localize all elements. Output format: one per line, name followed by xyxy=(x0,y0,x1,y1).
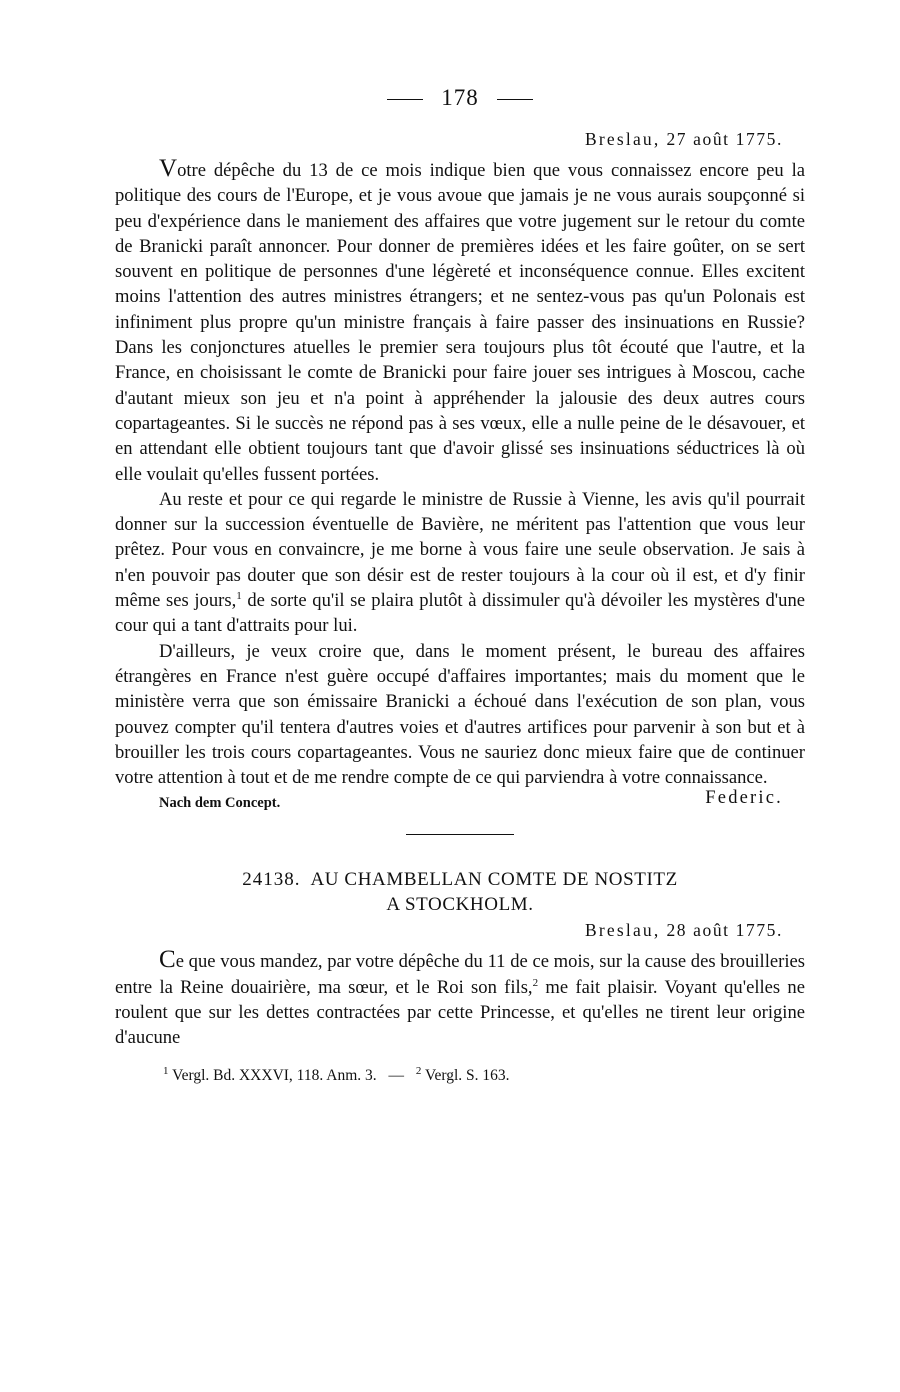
letter2-heading-line1 xyxy=(115,867,805,892)
letter2-paragraph-1-text-a: e que vous mandez, par votre dépêche du 11 de ce mois, sur la cause des brouilleries entre la Reine douairière, ma sœur, et le Roi son fils, xyxy=(115,951,805,998)
letter1-paragraph-1-text: otre dépêche du 13 de ce mois indique bien que vous connaissez encore peu la politique des cours de l'Europe, et je vous avoue que jamais je ne vous aurais soupçonné si peu d'expérience dans le maniement des affaires que votre jugement sur le retour du comte de Branicki paraît annoncer. Pour donner de premières idées et les faire goûter, on se sert souvent en politique de personnes d'une légèreté et inconséquence connue. Elles excitent moins l'attention des autres ministres étrangers; et ne sentez-vous pas qu'un Polonais est infiniment plus propre qu'un ministre français à faire passer des insinuations en Russie? Dans les conjonctures atuelles le premier sera toujours plus tôt écouté que l'autre, et la France, en choisissant le comte de Branicki pour faire jouer ses intrigues à Moscou, cache d'autant mieux son jeu et n'a point à appréhender la jalousie des deux autres cours copartageantes. Si le succès ne répond pas à ses vœux, elle a nulle peine de le désavouer, et en attendant elle obtient toujours tant que d'avoir glissé ses insinuations séductrices là où elle voulait qu'elles fussent portées. xyxy=(115,160,805,485)
letter1-paragraph-3-text: D'ailleurs, je veux croire que, dans le moment présent, le bureau des affaires étrangères en France n'est guère occupé d'affaires importantes; mais du moment que le ministère verra que son émissaire Branicki a échoué dans l'exécution de son plan, vous pouvez compter qu'il tentera d'autres voies et d'autres artifices pour parvenir à son but et à brouiller les trois cours copartageantes. Vous ne sauriez donc mieux faire que de continuer votre attention à tout et de me rendre compte de ce qui parviendra à votre connaissance. xyxy=(115,640,805,789)
letter1-paragraph-2-text-a: Au reste et pour ce qui regarde le ministre de Russie à Vienne, les avis qu'il pourrait donner sur la succession éventuelle de Bavière, ne méritent pas l'attention que vous leur prêtez. Pour vous en convaincre, je me borne à vous faire une seule observation. Je sais à n'en pouvoir pas douter que son désir est de rester toujours à la cour où il est, et d'y finir même ses jours, xyxy=(115,488,805,612)
letter1-paragraph-3 xyxy=(115,639,805,791)
letter2-heading xyxy=(115,867,805,917)
book-page xyxy=(115,80,805,1087)
letter1-dropcap: V xyxy=(159,155,178,182)
footnote-1-text: Vergl. Bd. XXXVI, 118. Anm. 3. xyxy=(172,1066,377,1084)
page-number-text: 178 xyxy=(441,85,479,110)
letter2-recipient: AU CHAMBELLAN COMTE DE NOSTITZ xyxy=(310,869,678,891)
page-number-dash-right xyxy=(497,99,533,100)
section-divider xyxy=(406,834,514,835)
letter1-paragraph-2-text-b: de sorte qu'il se plaira plutôt à dissimuler qu'à dévoiler les mystères d'une cour qui a tant d'attraits pour lui. xyxy=(115,590,806,637)
page-number xyxy=(115,80,805,116)
footnotes xyxy=(115,1065,805,1087)
letter2-number: 24138. xyxy=(242,869,301,891)
letter1-paragraph-1 xyxy=(115,156,805,487)
letter1-signature: Federic. xyxy=(705,788,783,809)
letter2-dateline-place: Breslau, xyxy=(585,920,661,941)
footnote-separator: — xyxy=(388,1066,404,1084)
letter1-paragraph-2 xyxy=(115,487,805,639)
letter2-dropcap: C xyxy=(159,946,176,974)
letter1-dateline-date: 27 août 1775. xyxy=(666,129,783,149)
letter1-source-note: Nach dem Concept. xyxy=(159,795,281,812)
letter2-dateline-date: 28 août 1775. xyxy=(666,920,783,941)
footnote-ref-2: 2 xyxy=(532,976,539,989)
letter2-paragraph-1-text-b: me fait plaisir. Voyant qu'elles ne roulent que sur les dettes contractées par cette Princesse, et qu'elles ne tirent leur origine d'aucune xyxy=(115,976,805,1049)
footnote-2-mark: 2 xyxy=(415,1064,422,1077)
letter1-dateline xyxy=(115,126,783,152)
letter2-heading-line2: A STOCKHOLM. xyxy=(386,894,534,916)
letter2-paragraph-1 xyxy=(115,947,805,1050)
letter2-dateline xyxy=(115,917,783,943)
footnote-ref-1: 1 xyxy=(236,589,242,602)
page-number-dash-left xyxy=(387,99,423,100)
footnote-2-text: Vergl. S. 163. xyxy=(424,1066,510,1084)
letter1-dateline-place: Breslau, xyxy=(585,129,661,149)
footnote-1-mark: 1 xyxy=(163,1064,169,1077)
